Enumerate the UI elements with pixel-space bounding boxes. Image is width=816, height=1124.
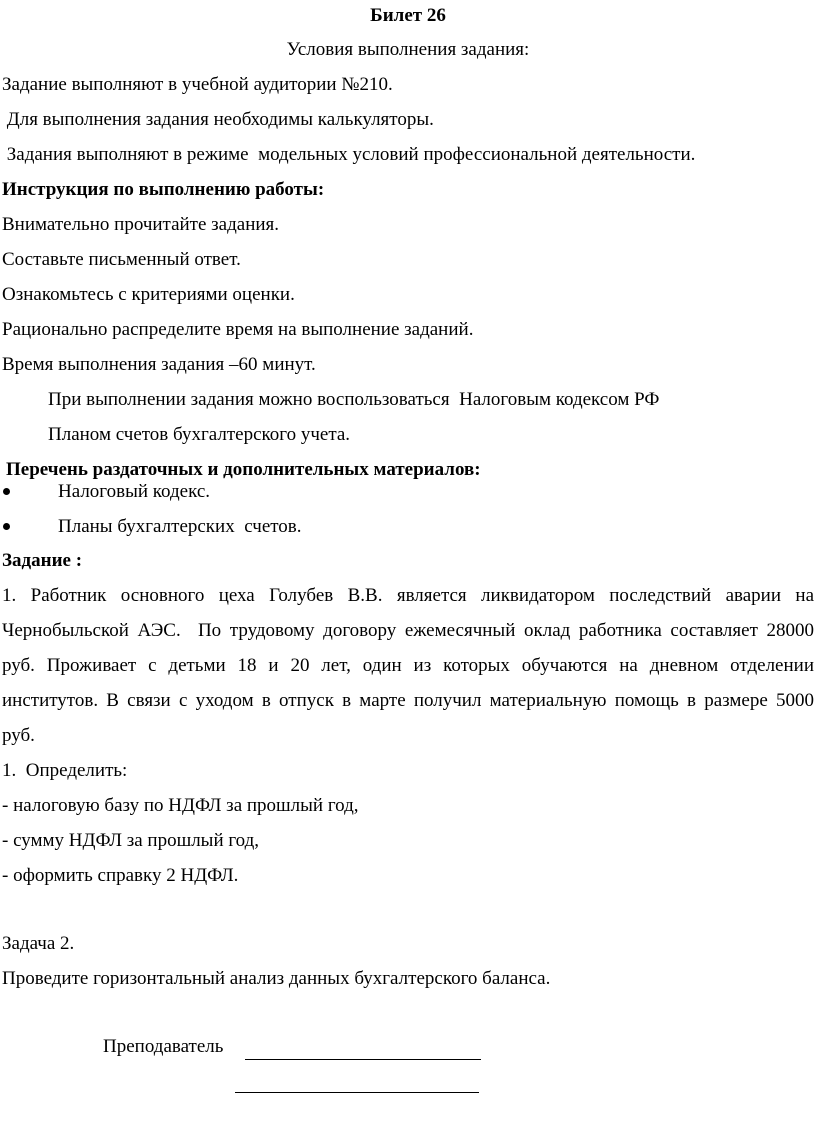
determine-item: - сумму НДФЛ за прошлый год, (2, 830, 260, 851)
materials-heading: Перечень раздаточных и дополнительных материалов: (6, 459, 481, 480)
task-paragraph-line: Чернобыльской АЭС. По трудовому договору ежемесячный оклад работника составляет 28000 (2, 620, 814, 641)
task-paragraph-line: руб. (2, 725, 35, 746)
signature-line (245, 1059, 481, 1060)
instruction-item: Время выполнения задания –60 минут. (2, 354, 316, 375)
instruction-item: Ознакомьтесь с критериями оценки. (2, 284, 295, 305)
determine-item: - налоговую базу по НДФЛ за прошлый год, (2, 795, 359, 816)
instruction-item: Составьте письменный ответ. (2, 249, 241, 270)
task2-title: Задача 2. (2, 933, 75, 954)
determine-label: 1. Определить: (2, 760, 128, 781)
instruction-item: Внимательно прочитайте задания. (2, 214, 280, 235)
bullet-icon (3, 523, 10, 530)
signature-line (235, 1092, 479, 1093)
resource-line: При выполнении задания можно воспользоваться Налоговым кодексом РФ (48, 389, 660, 410)
signature-label: Преподаватель (103, 1036, 224, 1057)
resource-line: Планом счетов бухгалтерского учета. (48, 424, 351, 445)
task-paragraph-line: 1. Работник основного цеха Голубев В.В. является ликвидатором последствий аварии на (2, 585, 814, 606)
condition-line: Для выполнения задания необходимы калькуляторы. (2, 109, 434, 130)
bullet-icon (3, 488, 10, 495)
condition-line: Задание выполняют в учебной аудитории №210. (2, 74, 393, 95)
determine-item: - оформить справку 2 НДФЛ. (2, 865, 239, 886)
ticket-title: Билет 26 (370, 5, 446, 26)
condition-line: Задания выполняют в режиме модельных условий профессиональной деятельности. (2, 144, 696, 165)
instructions-heading: Инструкция по выполнению работы: (2, 179, 325, 200)
material-item: Налоговый кодекс. (58, 481, 211, 502)
task2-text: Проведите горизонтальный анализ данных бухгалтерского баланса. (2, 968, 551, 989)
task-paragraph-line: институтов. В связи с уходом в отпуск в марте получил материальную помощь в размере 5000 (2, 690, 814, 711)
instruction-item: Рационально распределите время на выполнение заданий. (2, 319, 474, 340)
task-paragraph-line: руб. Проживает с детьми 18 и 20 лет, один из которых обучаются на дневном отделении (2, 655, 814, 676)
task-heading: Задание : (2, 550, 83, 571)
material-item: Планы бухгалтерских счетов. (58, 516, 302, 537)
conditions-heading: Условия выполнения задания: (286, 39, 530, 60)
